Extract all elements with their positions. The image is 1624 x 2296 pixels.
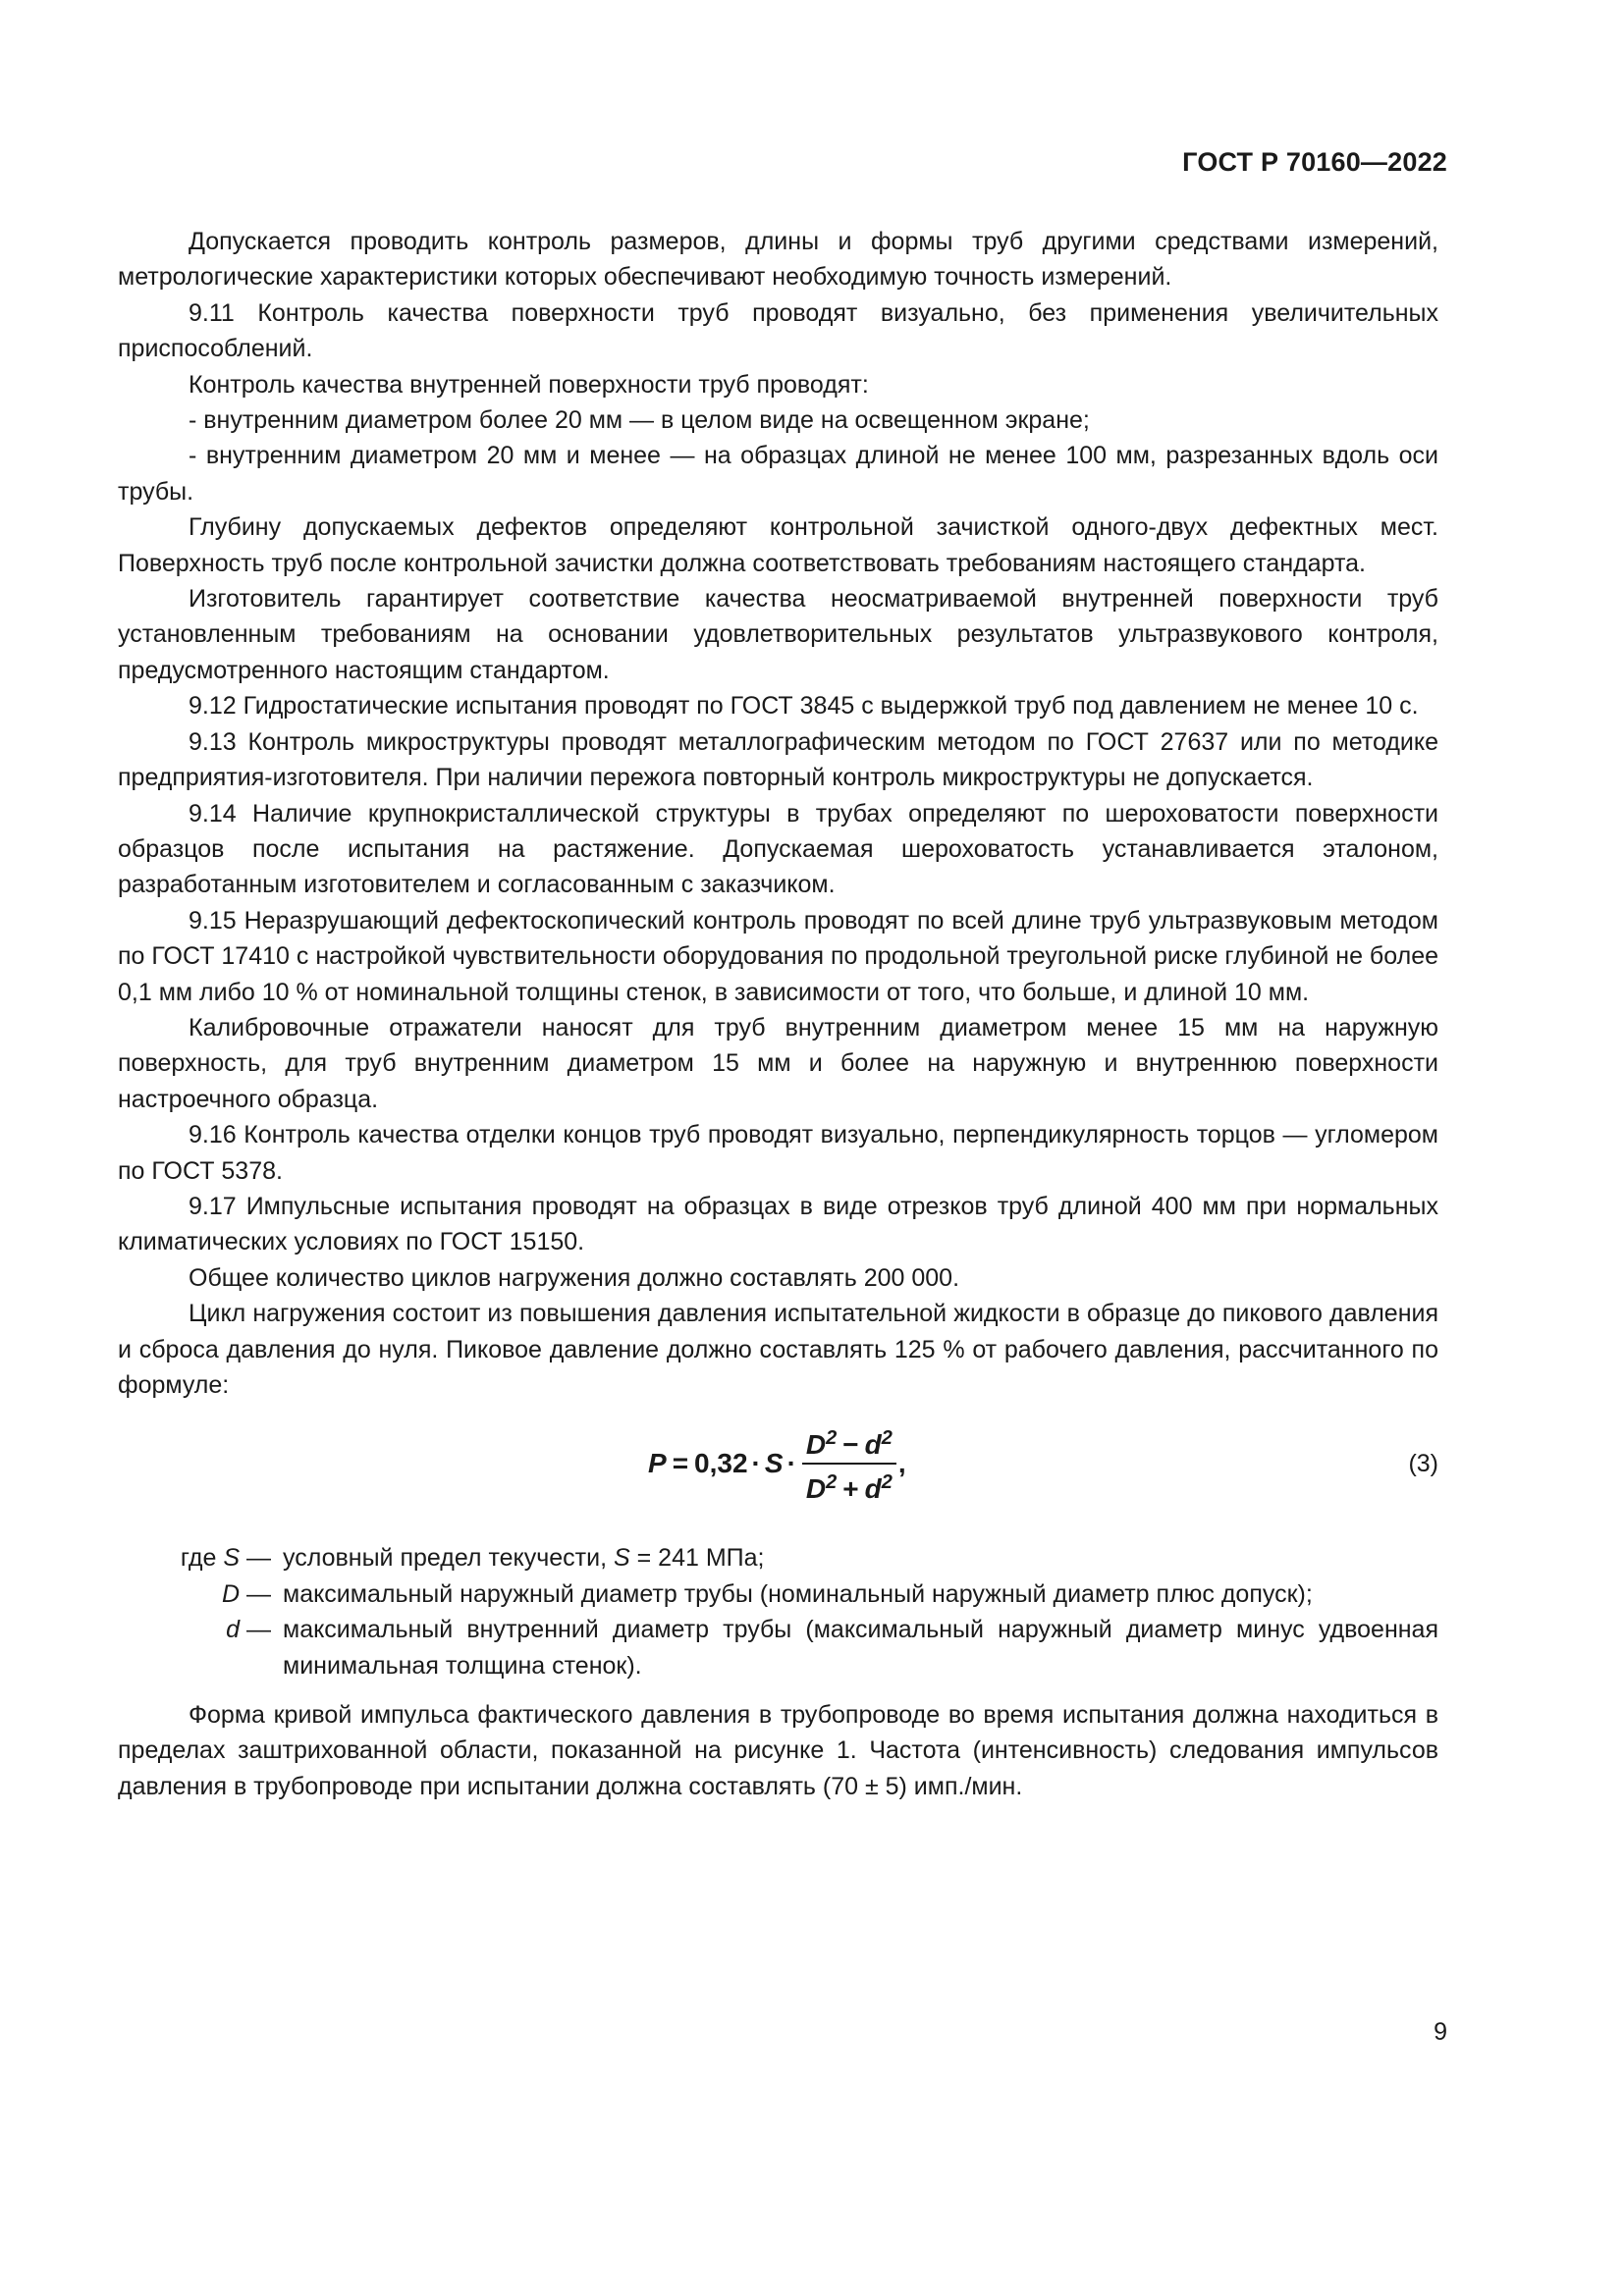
formula-fraction [802,1420,896,1507]
definition-term [118,1540,271,1575]
definition-text: максимальный внутренний диаметр трубы (максимальный наружный диаметр минус удвоенная минимальная толщина стенок). [283,1616,1438,1680]
formula-lhs: P [648,1448,667,1479]
pressure-formula [648,1415,906,1513]
formula-equals: = [672,1448,689,1479]
formula-var-d-outer: D [805,1473,827,1505]
where-prefix: где [180,1544,224,1573]
paragraph-9-12: 9.12 Гидростатические испытания проводят по ГОСТ 3845 с выдержкой труб под давлением не менее 10 с. [189,692,1419,721]
document-header: ГОСТ Р 70160—2022 [1182,147,1447,177]
paragraph-9-11: 9.11 Контроль качества поверхности труб проводят визуально, без применения увеличительных приспособлений. [118,298,1438,363]
definition-term [118,1576,271,1612]
formula-dot: · [751,1448,761,1479]
definition-dash: — [240,1579,271,1608]
paragraph: Форма кривой импульса фактического давления в трубопроводе во время испытания должна находиться в пределах заштрихованной области, показанной на рисунке 1. Частота (интенсивность) следования импульсов давления в трубопроводе при испытании должна составлять (70 ± 5) имп./мин. [118,1701,1438,1800]
paragraph: Цикл нагружения состоит из повышения давления испытательной жидкости в образце до пикового давления и сброса давления до нуля. Пиковое давление должно составлять 125 % от рабочего давления, рассчитанного по формуле: [118,1300,1438,1399]
definition-row [118,1576,1438,1612]
list-item: - внутренним диаметром 20 мм и менее — на образцах длиной не менее 100 мм, разрезанных вдоль оси трубы. [118,442,1438,506]
definition-text-part: = 241 МПа; [629,1544,765,1573]
definition-dash: — [240,1544,271,1573]
paragraph-9-17: 9.17 Импульсные испытания проводят на образцах в виде отрезков труб длиной 400 мм при нормальных климатических условиях по ГОСТ 15150. [118,1192,1438,1256]
formula-exponent: 2 [826,1427,838,1450]
variable-definitions [118,1540,1438,1683]
formula-dot: · [786,1448,796,1479]
definition-row [118,1540,1438,1575]
definition-symbol: S [223,1544,241,1573]
definition-symbol: d [226,1616,241,1644]
paragraph: Общее количество циклов нагружения должно составлять 200 000. [189,1263,960,1292]
page-number: 9 [1434,2018,1447,2046]
formula-exponent: 2 [881,1471,893,1494]
formula-var-d-outer: D [805,1429,827,1461]
paragraph: Контроль качества внутренней поверхности труб проводят: [189,370,869,399]
formula-var-d-inner: d [864,1429,882,1461]
definition-row [118,1612,1438,1683]
formula-numerator [802,1420,896,1463]
paragraph-9-16: 9.16 Контроль качества отделки концов труб проводят визуально, перпендикулярность торцов — угломером по ГОСТ 5378. [118,1121,1438,1185]
definition-symbol-inline: S [613,1544,630,1573]
paragraph-9-14: 9.14 Наличие крупнокристаллической структуры в трубах определяют по шероховатости поверхности образцов после испытания на растяжение. Допускаемая шероховатость устанавливается эталоном, разработанным изготовителем и согласованным с заказчиком. [118,799,1438,899]
definition-dash: — [240,1616,271,1644]
paragraph-9-15: 9.15 Неразрушающий дефектоскопический контроль проводят по всей длине труб ультразвуковым методом по ГОСТ 17410 с настройкой чувствительности оборудования по продольной треугольной риске глубиной не более 0,1 мм либо 10 % от номинальной толщины стенок, в зависимости от того, что больше, и длиной 10 мм. [118,906,1438,1006]
formula-exponent: 2 [826,1471,838,1494]
formula-coefficient: 0,32 [694,1448,748,1479]
list-item: - внутренним диаметром более 20 мм — в целом виде на освещенном экране; [189,406,1090,435]
formula-number: (3) [1408,1450,1438,1478]
definition-text: максимальный наружный диаметр трубы (номинальный наружный диаметр плюс допуск); [283,1579,1313,1608]
formula-plus: + [842,1473,859,1505]
formula-var-d-inner: d [864,1473,882,1505]
definition-text-part: условный предел текучести, [283,1544,614,1573]
formula-denominator [802,1465,896,1507]
formula-exponent: 2 [881,1427,893,1450]
definition-text [271,1540,1438,1575]
paragraph: Допускается проводить контроль размеров, длины и формы труб другими средствами измерений, метрологические характеристики которых обеспечивают необходимую точность измерений. [118,228,1438,292]
paragraph: Глубину допускаемых дефектов определяют контрольной зачисткой одного-двух дефектных мест. Поверхность труб после контрольной зачистки должна соответствовать требованиям настоящего стандарта. [118,513,1438,577]
paragraph: Калибровочные отражатели наносят для труб внутренним диаметром менее 15 мм на наружную поверхность, для труб внутренним диаметром 15 мм и более на наружную и внутреннюю поверхности настроечного образца. [118,1013,1438,1113]
document-body [118,224,1438,1804]
formula-block [118,1415,1438,1532]
formula-trailing-comma: , [897,1448,906,1479]
definition-symbol: D [221,1579,241,1608]
paragraph-9-13: 9.13 Контроль микроструктуры проводят металлографическим методом по ГОСТ 27637 или по методике предприятия-изготовителя. При наличии пережога повторный контроль микроструктуры не допускается. [118,727,1438,792]
formula-s: S [764,1448,784,1479]
definition-term [118,1612,271,1683]
paragraph: Изготовитель гарантирует соответствие качества неосматриваемой внутренней поверхности труб установленным требованиям на основании удовлетворительных результатов ультразвукового контроля, предусмотренного настоящим стандартом. [118,585,1438,684]
formula-minus: − [842,1429,859,1461]
